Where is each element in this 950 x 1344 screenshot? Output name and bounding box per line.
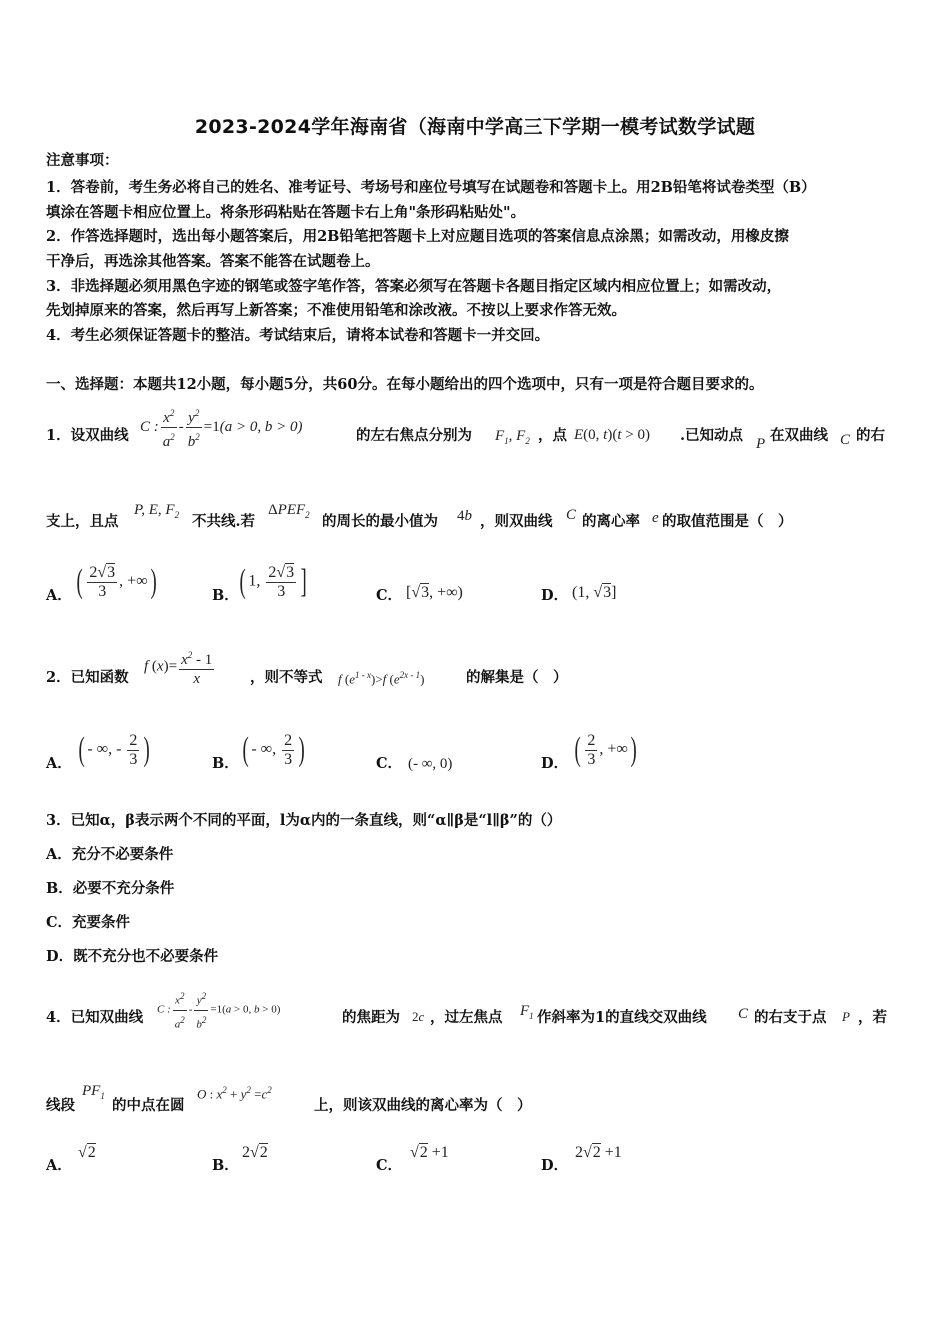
q3-option-a[interactable]: A．充分不必要条件 [46, 846, 174, 863]
q2-option-d-value: ( $\frac{2}{3}$ , +∞) [574, 731, 637, 768]
q2-option-a[interactable]: A． [46, 755, 72, 772]
q2-option-b[interactable]: B． [212, 755, 239, 772]
q1-option-b[interactable]: B． [212, 587, 239, 604]
q1-option-a-value: ( $\frac{2√3}{3}$ , +∞) [76, 563, 157, 600]
notice-line: 先划掉原来的答案，然后再写上新答案；不准使用铅笔和涂改液。不按以上要求作答无效。 [46, 302, 626, 319]
q1-option-d-value: (1, √3] [572, 584, 617, 601]
q4-hyperbola-equation: C : $\frac{x^2}{a^2}$ - $\frac{y^2}{b^2}$ =1(a > 0, b > 0) [157, 987, 280, 1033]
q4-option-c-value: √2 +1 [410, 1144, 449, 1161]
notice-line: 填涂在答题卡相应位置上。将条形码粘贴在答题卡右上角"条形码粘贴处"。 [46, 204, 526, 221]
exam-page: 2023-2024学年海南省（海南中学高三下学期一模考试数学试题 注意事项： 1．答卷前，考生务必将自己的姓名、准考证号、考场号和座位号填写在试题卷和答题卡上。用2B铅笔将试卷类型（B） 填涂在答题卡相应位置上。将条形码粘贴在答题卡右上角"条形码粘贴处"。 2．作答选择题时，选出每小题答案后，用2B铅笔把答题卡上对应题目选项的答案信息点涂黑；如需改动，用橡皮擦 干净后，再选涂其他答案。答案不能答在试题卷上。 3．非选择题必须用黑色字迹的钢笔或签字笔作答，答案必须写在答题卡各题目指定区域内相应位置上；如需改动， 先划掉原来的答案，然后再写上新答案；不准使用铅笔和涂改液。不按以上要求作答无效。 4．考生必须保证答题卡的整洁。考试结束后，请将本试卷和答题卡一并交回。 一、选择题：本题共12小题，每小题5分，共60分。在每小题给出的四个选项中，只有一项是符合题目要求的。 1．设双曲线 C : $\frac{x^2}{a^2}$ - $\frac{y^2}{b^2}$ =1(a > 0, b > 0) 的左右焦点分别为 $F_1$, $F_2$ ，点 E(0, t)(t > 0) .已知动点 P 在双曲线 C 的右 支上，且点 P, E, $F_2$ 不共线.若 $\Delta PEF_2$ 的周长的最小值为 4b ，则双曲线 C 的离心率 e 的取值范围是（ ） A． ( $\frac{2√3}{3}$ , +∞) B． ( 1, $\frac{2√3}{3}$ ] C． [√3, +∞) D． (1, √3] 2．已知函数 f (x)= $\frac{x^2 - 1}{x}$ ，则不等式 f $(e^{1 - x})>f$ $(e^{2x - 1})$ 的解集是（ ） A． ( - ∞, - $\frac{2}{3}$ ) B． ( - ∞, $\frac{2}{3}$ ) C． (- ∞, 0) D． ( $\frac{2}{3}$ , +∞) 3．已知α，β表示两个不同的平面，l为α内的一条直线，则“α∥β是“l∥β”的（） A．充分不必要条件 B．必要不充分条件 C．充要条件 D．既不充分也不必要条件 4．已知双曲线 C : $\frac{x^2}{a^2}$ - $\frac{y^2}{b^2}$ =1(a > 0, b > 0) 的焦距为 2c ，过左焦点 $F_1$ 作斜率为1的直线交双曲线 C 的右支于点 P ，若 线段 $PF_1$ 的中点在圆 O : $x^2 + y^2 =c^2$ 上，则该双曲线的离心率为（ ） A． √2 B． 2√2 C． √2 +1 D． 2√2 +1 [0, 0, 950, 1344]
q2-option-c[interactable]: C． [376, 755, 403, 772]
q4-circle-equation: O : $x^2 + y^2 =c^2$ [197, 1085, 272, 1102]
q1-option-c[interactable]: C． [376, 587, 403, 604]
q1-label: 1．设双曲线 [46, 427, 129, 444]
q4-option-d-value: 2√2 +1 [575, 1144, 622, 1161]
q1-option-d[interactable]: D． [541, 587, 569, 604]
notice-line: 3．非选择题必须用黑色字迹的钢笔或签字笔作答，答案必须写在答题卡各题目指定区域内相应位置上；如需改动， [46, 278, 782, 295]
notice-line: 干净后，再选涂其他答案。答案不能答在试题卷上。 [46, 253, 380, 270]
q4-option-b[interactable]: B． [212, 1157, 239, 1174]
q2-option-d[interactable]: D． [541, 755, 569, 772]
section-heading: 一、选择题：本题共12小题，每小题5分，共60分。在每小题给出的四个选项中，只有一项是符合题目要求的。 [46, 376, 764, 393]
q2-function: f (x)= $\frac{x^2 - 1}{x}$ [144, 646, 216, 688]
q3-option-b[interactable]: B．必要不充分条件 [46, 880, 175, 897]
q2-option-c-value: (- ∞, 0) [408, 756, 453, 772]
q2-option-a-value: ( - ∞, - $\frac{2}{3}$ ) [78, 731, 151, 768]
notice-line: 4．考生必须保证答题卡的整洁。考试结束后，请将本试卷和答题卡一并交回。 [46, 327, 550, 344]
notice-line: 2．作答选择题时，选出每小题答案后，用2B铅笔把答题卡上对应题目选项的答案信息点涂黑；如需改动，用橡皮擦 [46, 228, 789, 245]
q4-option-a-value: √2 [78, 1144, 96, 1161]
page-title: 2023-2024学年海南省（海南中学高三下学期一模考试数学试题 [194, 116, 756, 138]
q2-option-b-value: ( - ∞, $\frac{2}{3}$ ) [242, 731, 305, 768]
q1-hyperbola-equation: C : $\frac{x^2}{a^2}$ - $\frac{y^2}{b^2}$ =1(a > 0, b > 0) [140, 404, 302, 451]
q3-stem: 3．已知α，β表示两个不同的平面，l为α内的一条直线，则“α∥β是“l∥β”的（） [46, 812, 562, 829]
q3-option-d[interactable]: D．既不充分也不必要条件 [46, 948, 219, 965]
q4-label: 4．已知双曲线 [46, 1009, 144, 1026]
q4-option-d[interactable]: D． [541, 1157, 569, 1174]
notice-heading: 注意事项： [46, 152, 119, 169]
q4-option-c[interactable]: C． [376, 1157, 403, 1174]
notice-line: 1．答卷前，考生务必将自己的姓名、准考证号、考场号和座位号填写在试题卷和答题卡上。用2B铅笔将试卷类型（B） [46, 179, 816, 196]
q1-option-a[interactable]: A． [46, 587, 72, 604]
q2-label: 2．已知函数 [46, 669, 129, 686]
q1-option-c-value: [√3, +∞) [406, 584, 463, 601]
q1-option-b-value: ( 1, $\frac{2√3}{3}$ ] [239, 563, 307, 600]
q2-inequality: f $(e^{1 - x})>f$ $(e^{2x - 1})$ [338, 670, 425, 687]
q4-option-b-value: 2√2 [242, 1144, 268, 1161]
q4-option-a[interactable]: A． [46, 1157, 72, 1174]
q3-option-c[interactable]: C．充要条件 [46, 914, 131, 931]
